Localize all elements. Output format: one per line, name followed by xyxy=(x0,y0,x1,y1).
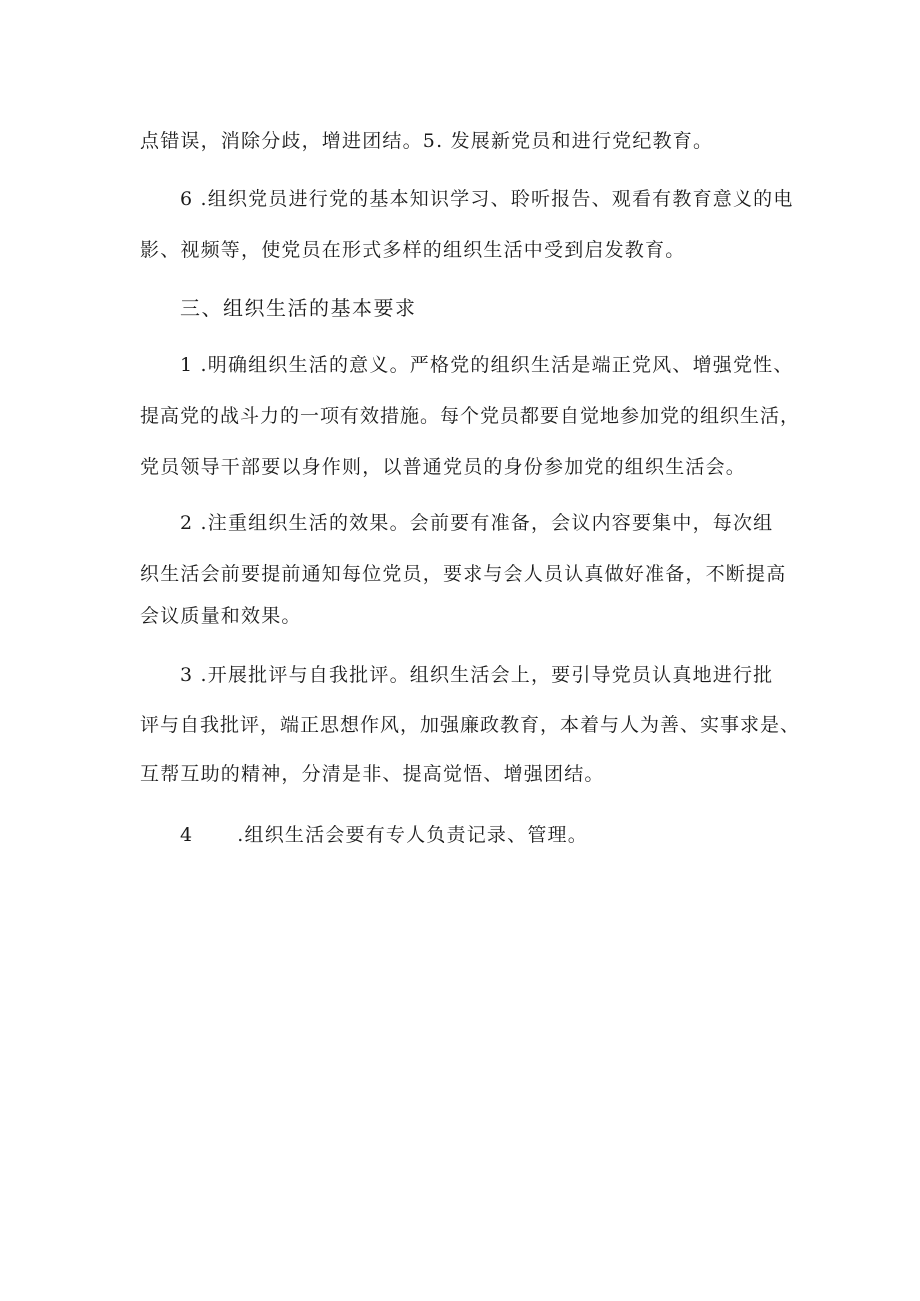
section-heading: 三、组织生活的基本要求 xyxy=(180,296,417,320)
text-line: 点错误，消除分歧，增进团结。5. 发展新党员和进行党纪教育。 xyxy=(140,130,714,152)
list-item-6-line-1: 6 .组织党员进行党的基本知识学习、聆听报告、观看有教育意义的电 xyxy=(180,188,794,210)
list-item-6-line-2: 影、视频等，使党员在形式多样的组织生活中受到启发教育。 xyxy=(140,239,686,261)
list-item-3-line-3: 互帮互助的精神，分清是非、提高觉悟、增强团结。 xyxy=(140,763,605,785)
list-item-4-number: 4 xyxy=(180,824,194,846)
list-item-1-line-3: 党员领导干部要以身作则，以普通党员的身份参加党的组织生活会。 xyxy=(140,456,747,478)
list-item-2-line-2: 织生活会前要提前通知每位党员，要求与会人员认真做好准备，不断提高 xyxy=(140,563,787,585)
list-item-4-text: .组织生活会要有专人负责记录、管理。 xyxy=(237,824,588,846)
list-item-4 xyxy=(180,822,800,848)
list-item-3-line-2: 评与自我批评，端正思想作风，加强廉政教育，本着与人为善、实事求是、 xyxy=(140,714,801,736)
list-item-3-line-1: 3 .开展批评与自我批评。组织生活会上，要引导党员认真地进行批 xyxy=(180,664,774,686)
list-item-1-line-1: 1 .明确组织生活的意义。严格党的组织生活是端正党风、增强党性、 xyxy=(180,354,794,376)
list-item-1-line-2: 提高党的战斗力的一项有效措施。每个党员都要自觉地参加党的组织生活， xyxy=(140,405,801,427)
list-item-2-line-3: 会议质量和效果。 xyxy=(140,605,302,627)
list-item-2-line-1: 2 .注重组织生活的效果。会前要有准备，会议内容要集中，每次组 xyxy=(180,512,774,534)
